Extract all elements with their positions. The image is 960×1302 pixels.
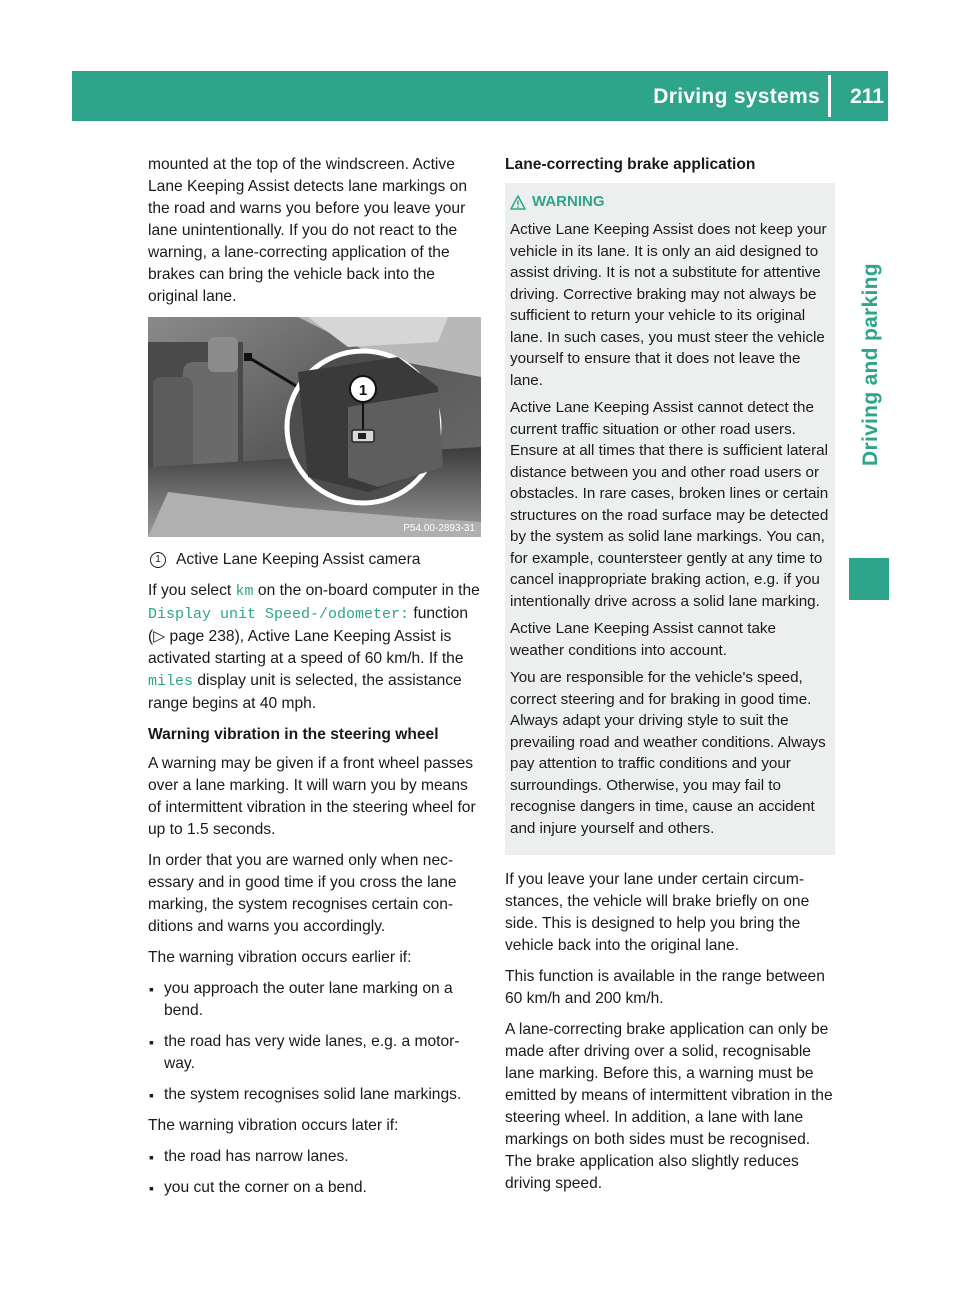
warning-paragraph: Active Lane Keeping Assist does not keep your vehicle in its lane. It is only an aid designed to assist driving. It is not a substitute for attentive driving. Corrective braking may not always be sufficient to return your vehicle to its original lane. In such cases, you must steer the vehicle yourself to ensure that it does not leave the lane.	[510, 221, 827, 389]
warning-paragraph: Active Lane Keeping Assist cannot detect the current traffic situation or other road users. Ensure at all times that there is sufficient lateral distance between you and other road users or obstacles. In rare cases, broken lines or certain structures on the road surface may be detected by the system as solid lane markings. You can, for example, countersteer gently at any time to cancel inappropriate braking action, e.g. if you intentionally drive across a solid lane marking.	[510, 399, 829, 610]
header-divider	[828, 75, 831, 117]
miles-display-text: miles	[148, 673, 194, 690]
text-run: display unit is selected, the assistance range begins at 40 mph.	[148, 672, 462, 712]
body-paragraph: This function is available in the range between 60 km/h and 200 km/h.	[505, 968, 825, 1007]
text-run: page 238), Active Lane Keeping Assist is activated starting at a speed of 60 km/h. If the	[148, 628, 464, 667]
svg-text:1: 1	[358, 382, 368, 399]
heading-warning-vibration: Warning vibration in the steering wheel	[148, 726, 439, 743]
side-tab-label: Driving and parking	[859, 263, 882, 467]
later-intro: The warning vibration occurs later if:	[148, 1117, 399, 1134]
warning-paragraph: You are responsible for the vehicle's speed, correct steering and for braking in good time. Always adapt your driving style to suit the prevailing road and weather conditions. Always pay attention to traffic conditions and your surroundings. Otherwise, you may fail to recognise dangers in time, cause an accident and injure yourself and others.	[510, 669, 826, 837]
intro-paragraph: mounted at the top of the windscreen. Active Lane Keeping Assist detects lane markings on the road and warns you before you leave your lane unintentionally. If you do not react to the warning, a lane-correcting application of the brakes can bring the vehicle back into the original lane.	[148, 156, 468, 305]
body-paragraph: If you leave your lane under certain circumstances, the vehicle will brake briefly on one side. This is designed to help you bring the vehicle back into the original lane.	[505, 871, 810, 954]
section-title: Driving systems	[653, 85, 820, 108]
list-item: ▪ the road has narrow lanes.	[148, 1146, 483, 1168]
caption-text: Active Lane Keeping Assist camera	[176, 551, 421, 568]
earlier-list	[148, 978, 483, 1106]
figure-code: P54.00-2893-31	[403, 523, 475, 534]
earlier-intro: The warning vibration occurs earlier if:	[148, 949, 412, 966]
text-run: If you select	[148, 582, 236, 599]
warned-paragraph: In order that you are warned only when necessary and in good time if you cross the lane marking, the system recognises certain conditions and warns you accordingly.	[148, 852, 457, 935]
side-tab-marker	[849, 558, 889, 600]
right-column	[505, 154, 835, 1204]
list-item: ▪ the road has very wide lanes, e.g. a motorway.	[148, 1031, 483, 1075]
list-item: ▪ you cut the corner on a bend.	[148, 1177, 483, 1199]
left-column	[148, 154, 483, 1208]
km-display-text: km	[235, 583, 254, 600]
list-item: ▪ you approach the outer lane marking on a bend.	[148, 978, 483, 1022]
figure-caption	[148, 549, 483, 571]
display-function-text: Display unit Speed-/odometer:	[148, 606, 410, 623]
heading-brake-application: Lane-correcting brake application	[505, 156, 756, 173]
list-item: ▪ the system recognises solid lane markings.	[148, 1084, 483, 1106]
warning-triangle-icon	[510, 195, 526, 210]
body-paragraph: A lane-correcting brake application can only be made after driving over a solid, recognisable lane marking. Before this, a warning must be emitted by means of intermittent vibration in the steering wheel. In addition, a lane with lane markings on both sides must be recognised. The brake application also slightly reduces driving speed.	[505, 1021, 833, 1192]
warning-header	[510, 191, 829, 213]
vibration-paragraph: A warning may be given if a front wheel passes over a lane marking. It will warn you by means of intermittent vibration in the steering wheel for up to 1.5 seconds.	[148, 755, 476, 838]
text-run: on the on-board computer in the	[253, 582, 480, 599]
later-list	[148, 1146, 483, 1199]
page-reference-arrow-icon: ▷	[153, 628, 166, 645]
header-bar	[72, 71, 888, 121]
camera-figure	[148, 317, 481, 537]
page-number: 211	[850, 85, 884, 108]
warning-paragraph: Active Lane Keeping Assist cannot take weather conditions into account.	[510, 620, 776, 659]
warning-box	[505, 183, 835, 855]
select-paragraph	[148, 580, 483, 715]
callout-1-icon: 1	[150, 552, 166, 568]
camera-illustration	[148, 317, 481, 537]
warning-label: WARNING	[532, 193, 605, 210]
text-run: function (	[148, 605, 468, 645]
